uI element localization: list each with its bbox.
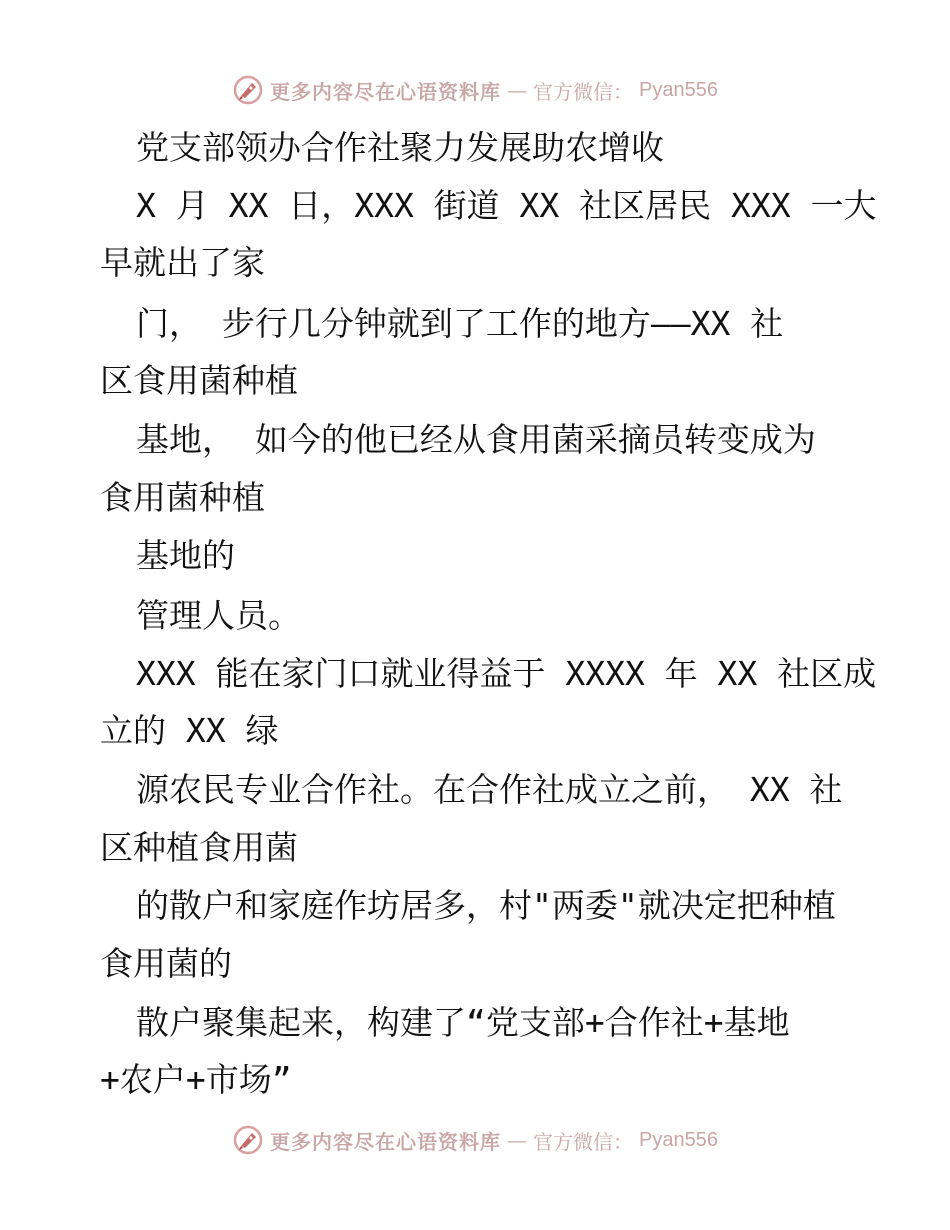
- paragraph-line: 基地， 如今的他已经从食用菌采摘员转变成为: [136, 420, 816, 459]
- watermark-wechat-id: Pyan556: [639, 78, 718, 101]
- document-title: 党支部领办合作社聚力发展助农增收: [136, 128, 664, 167]
- paragraph-line: 源农民专业合作社。在合作社成立之前， XX 社: [136, 770, 843, 809]
- paragraph-line: X 月 XX 日，XXX 街道 XX 社区居民 XXX 一大: [136, 186, 877, 225]
- paragraph-line: 区种植食用菌: [100, 828, 298, 867]
- paragraph-line: 管理人员。: [136, 596, 301, 635]
- paragraph-line: 区食用菌种植: [100, 361, 298, 400]
- paragraph-line: 的散户和家庭作坊居多，村"两委"就决定把种植: [136, 886, 836, 925]
- paragraph-line: 立的 XX 绿: [100, 711, 279, 750]
- pen-nib-logo-icon: [232, 74, 264, 106]
- paragraph-line: 门， 步行几分钟就到了工作的地方——XX 社: [136, 304, 784, 343]
- paragraph-line: 散户聚集起来，构建了“党支部+合作社+基地: [136, 1003, 790, 1042]
- watermark-dash: —: [507, 78, 528, 102]
- pen-nib-logo-icon: [232, 1124, 264, 1156]
- watermark-brand-text: 更多内容尽在心语资料库: [270, 1129, 502, 1154]
- watermark-dash: —: [507, 1128, 528, 1152]
- header-watermark: [0, 70, 950, 110]
- watermark-wechat-id: Pyan556: [639, 1128, 718, 1151]
- paragraph-line: 食用菌种植: [100, 478, 265, 517]
- paragraph-line: +农户+市场”: [100, 1060, 292, 1099]
- watermark-wechat-label: 官方微信：: [533, 79, 634, 104]
- paragraph-line: 食用菌的: [100, 944, 232, 983]
- paragraph-line: 基地的: [136, 536, 235, 575]
- watermark-wechat-label: 官方微信：: [533, 1129, 634, 1154]
- watermark-brand-text: 更多内容尽在心语资料库: [270, 79, 502, 104]
- footer-watermark: [0, 1120, 950, 1160]
- paragraph-line: XXX 能在家门口就业得益于 XXXX 年 XX 社区成: [136, 654, 877, 693]
- paragraph-line: 早就出了家: [100, 243, 265, 282]
